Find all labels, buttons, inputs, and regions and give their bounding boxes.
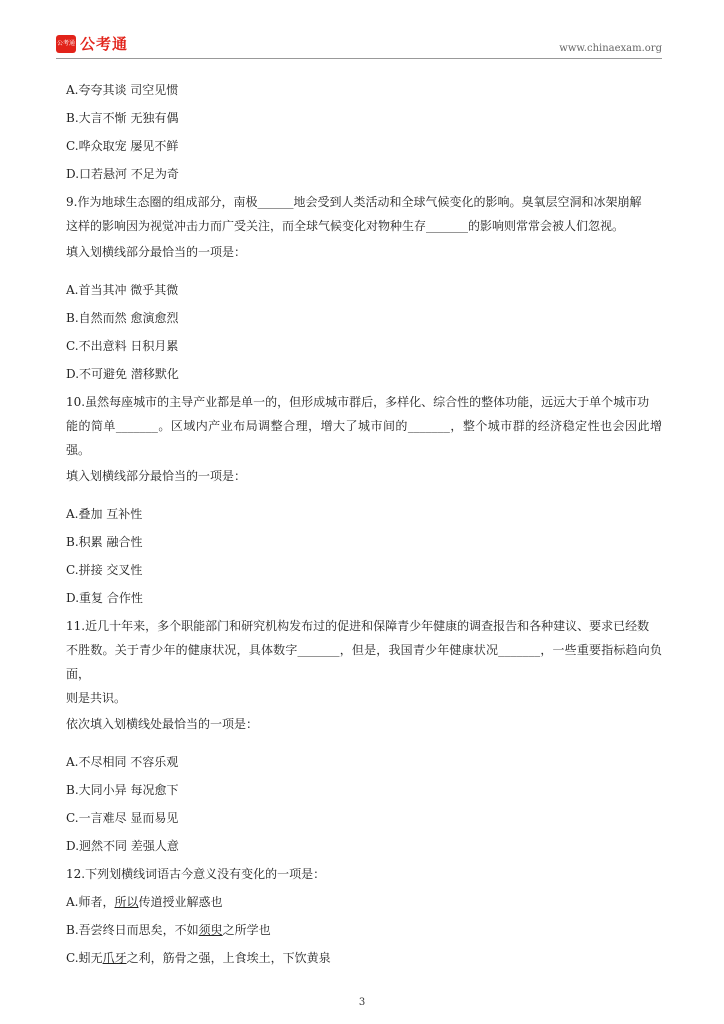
question-prompt: 填入划横线部分最恰当的一项是： xyxy=(66,245,247,259)
question-stem-line: 这样的影响因为视觉冲击力而广受关注，而全球气候变化对物种生存_______的影响则常常会被人们忽视。 xyxy=(66,219,625,233)
question-11 xyxy=(66,614,662,710)
option-b: B.大言不惭 无独有偶 xyxy=(66,111,179,125)
logo xyxy=(56,33,128,54)
option-text: 传道授业解惑也 xyxy=(138,895,223,909)
option-d: D.口若悬河 不足为奇 xyxy=(66,167,179,181)
logo-badge: 公考通 xyxy=(56,35,76,53)
q11-options xyxy=(66,748,662,860)
question-9 xyxy=(66,190,662,238)
option-b xyxy=(66,916,662,944)
option-text: B.吾尝终日而思矣，不如 xyxy=(66,923,199,937)
option-a xyxy=(66,888,662,916)
question-stem-line: 11.近几十年来，多个职能部门和研究机构发布过的促进和保障青少年健康的调查报告和各种建议、要求已经数 xyxy=(66,619,650,633)
question-12-stem: 12.下列划横线词语古今意义没有变化的一项是： xyxy=(66,867,326,881)
underlined-term: 爪牙 xyxy=(102,951,127,965)
q12-options xyxy=(66,888,662,972)
option-text: 之所学也 xyxy=(222,923,271,937)
question-10 xyxy=(66,390,662,462)
question-prompt: 填入划横线部分最恰当的一项是： xyxy=(66,469,247,483)
option-a: A.首当其冲 微乎其微 xyxy=(66,283,179,297)
option-a: A.叠加 互补性 xyxy=(66,507,143,521)
question-stem-line: 10.虽然每座城市的主导产业都是单一的，但形成城市群后，多样化、综合性的整体功能，远远大于单个城市功 xyxy=(66,395,650,409)
option-a: A.夸夸其谈 司空见惯 xyxy=(66,83,179,97)
underlined-term: 所以 xyxy=(114,895,139,909)
page-header xyxy=(56,33,662,59)
header-divider xyxy=(56,58,662,59)
option-b: B.大同小异 每况愈下 xyxy=(66,783,179,797)
option-c: C.一言难尽 显而易见 xyxy=(66,811,179,825)
q8-options xyxy=(66,76,662,188)
document-body xyxy=(66,76,662,972)
question-stem-line: 能的简单_______。区域内产业布局调整合理，增大了城市间的_______，整个城市群的经济稳定性也会因此增强。 xyxy=(66,419,662,457)
site-url: www.chinaexam.org xyxy=(559,43,662,54)
question-prompt: 依次填入划横线处最恰当的一项是： xyxy=(66,717,259,731)
option-c: C.拼接 交叉性 xyxy=(66,563,143,577)
page-number: 3 xyxy=(358,997,366,1008)
option-c xyxy=(66,944,662,972)
option-d: D.不可避免 潜移默化 xyxy=(66,367,179,381)
option-b: B.积累 融合性 xyxy=(66,535,143,549)
option-text: 之利，筋骨之强，上食埃土，下饮黄泉 xyxy=(126,951,331,965)
option-text: C.蚓无 xyxy=(66,951,103,965)
q10-options xyxy=(66,500,662,612)
option-text: A.师者， xyxy=(66,895,115,909)
question-stem-line: 则是共识。 xyxy=(66,691,127,705)
option-a: A.不尽相同 不容乐观 xyxy=(66,755,179,769)
option-d: D.重复 合作性 xyxy=(66,591,143,605)
option-c: C.哗众取宠 屡见不鲜 xyxy=(66,139,179,153)
question-stem-line: 9.作为地球生态圈的组成部分，南极______地会受到人类活动和全球气候变化的影响。臭氧层空洞和冰架崩解 xyxy=(66,195,642,209)
option-d: D.迥然不同 差强人意 xyxy=(66,839,179,853)
logo-text: 公考通 xyxy=(80,35,129,53)
question-stem-line: 不胜数。关于青少年的健康状况，具体数字_______，但是，我国青少年健康状况_______，一些重要指标趋向负面， xyxy=(66,643,662,681)
q9-options xyxy=(66,276,662,388)
underlined-term: 须臾 xyxy=(198,923,223,937)
option-c: C.不出意料 日积月累 xyxy=(66,339,179,353)
option-b: B.自然而然 愈演愈烈 xyxy=(66,311,179,325)
